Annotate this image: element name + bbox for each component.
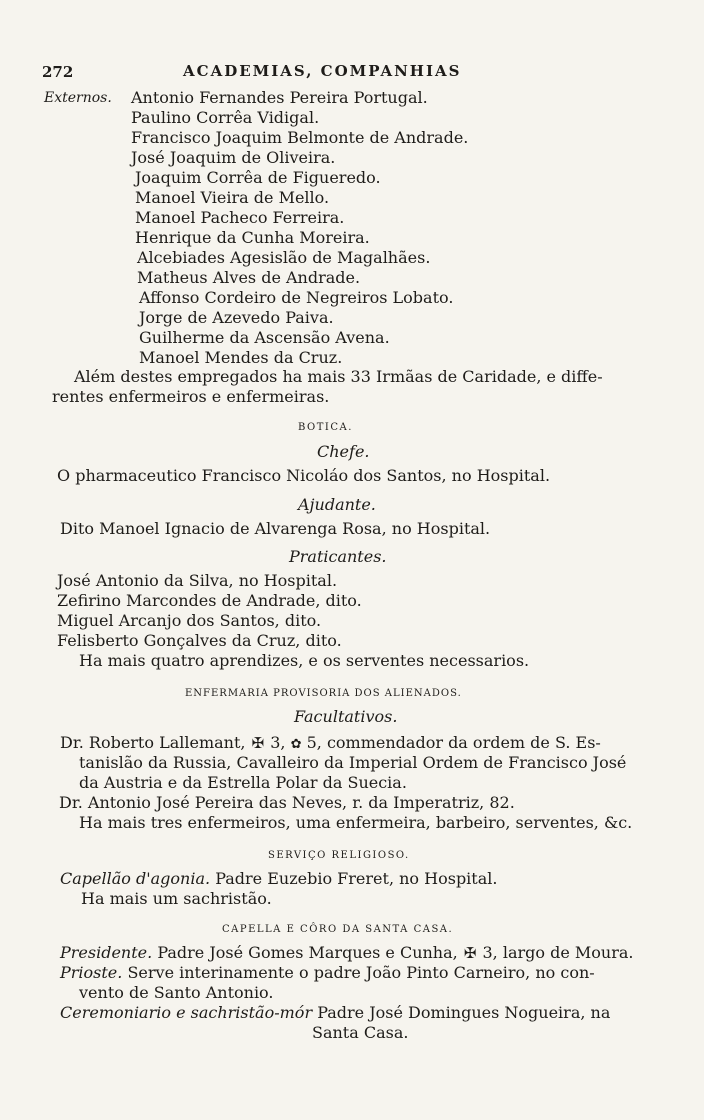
list-item: José Joaquim de Oliveira.: [131, 148, 336, 167]
ajudante-heading: Ajudante.: [298, 495, 376, 514]
externos-label: Externos.: [44, 90, 112, 106]
prioste-entry: [60, 963, 595, 983]
capellao-entry: [60, 869, 497, 889]
list-item: Guilherme da Ascensão Avena.: [139, 328, 390, 347]
list-item: Joaquim Corrêa de Figueredo.: [135, 168, 381, 187]
list-item: Zefirino Marcondes de Andrade, dito.: [57, 591, 362, 610]
capellao-label: Capellão d'agonia.: [60, 869, 211, 888]
cross-decoration-icon: ✠: [251, 734, 265, 752]
externos-note: Além destes empregados ha mais 33 Irmãas de Caridade, e diffe-: [74, 367, 603, 386]
lallemant-cont-2: da Austria e da Estrella Polar da Suecia.: [79, 773, 407, 792]
presidente-label: Presidente.: [60, 943, 153, 962]
praticantes-heading: Praticantes.: [289, 547, 387, 566]
presidente-entry: [60, 943, 634, 963]
list-item: Affonso Cordeiro de Negreiros Lobato.: [139, 288, 454, 307]
prioste-text: Serve interinamente o padre João Pinto Carneiro, no con-: [127, 963, 595, 982]
rose-decoration-icon: ✿: [290, 737, 302, 752]
prioste-cont: vento de Santo Antonio.: [79, 983, 274, 1002]
ceremoniario-cont: Santa Casa.: [312, 1023, 409, 1042]
neves-entry: Dr. Antonio José Pereira das Neves, r. da Imperatriz, 82.: [59, 793, 515, 812]
list-item: Francisco Joaquim Belmonte de Andrade.: [131, 128, 469, 147]
chefe-heading: Chefe.: [317, 442, 370, 461]
list-item: José Antonio da Silva, no Hospital.: [57, 571, 338, 590]
ceremoniario-text: Padre José Domingues Nogueira, na: [317, 1003, 611, 1022]
list-item: Antonio Fernandes Pereira Portugal.: [131, 88, 428, 107]
botica-note: Ha mais quatro aprendizes, e os serventes necessarios.: [79, 651, 530, 670]
list-item: Henrique da Cunha Moreira.: [135, 228, 370, 247]
list-item: Miguel Arcanjo dos Santos, dito.: [57, 611, 322, 630]
lallemant-cont-1: tanislão da Russia, Cavalleiro da Imperial Ordem de Francisco José: [79, 753, 627, 772]
cross-decoration-icon: ✠: [463, 944, 477, 962]
page-number: 272: [42, 63, 74, 81]
ceremoniario-label: Ceremoniario e sachristão-mór: [60, 1003, 313, 1022]
ceremoniario-entry: [60, 1003, 610, 1023]
presidente-address: 3, largo de Moura.: [482, 943, 634, 962]
list-item: Felisberto Gonçalves da Cruz, dito.: [57, 631, 342, 650]
enfermaria-note: Ha mais tres enfermeiros, uma enfermeira, barbeiro, serventes, &c.: [79, 813, 633, 832]
servico-title: SERVIÇO RELIGIOSO.: [268, 850, 410, 861]
enfermaria-title: ENFERMARIA PROVISORIA DOS ALIENADOS.: [185, 688, 462, 699]
list-item: Alcebiades Agesislão de Magalhães.: [137, 248, 431, 267]
externos-note-cont: rentes enfermeiros e enfermeiras.: [52, 387, 330, 406]
lallemant-grade-1: 3,: [270, 733, 286, 752]
prioste-label: Prioste.: [60, 963, 123, 982]
ajudante-entry: Dito Manoel Ignacio de Alvarenga Rosa, no Hospital.: [60, 519, 491, 538]
capellao-text: Padre Euzebio Freret, no Hospital.: [215, 869, 498, 888]
list-item: Paulino Corrêa Vidigal.: [131, 108, 320, 127]
servico-note: Ha mais um sachristão.: [81, 889, 272, 908]
list-item: Jorge de Azevedo Paiva.: [139, 308, 334, 327]
list-item: Manoel Mendes da Cruz.: [139, 348, 343, 367]
list-item: Manoel Pacheco Ferreira.: [135, 208, 345, 227]
list-item: Matheus Alves de Andrade.: [137, 268, 361, 287]
list-item: Manoel Vieira de Mello.: [135, 188, 330, 207]
facultativos-heading: Facultativos.: [294, 707, 398, 726]
lallemant-entry: [60, 733, 601, 755]
capella-title: CAPELLA E CÔRO DA SANTA CASA.: [222, 924, 454, 935]
running-title: ACADEMIAS, COMPANHIAS: [183, 62, 462, 80]
botica-title: BOTICA.: [298, 422, 353, 433]
chefe-entry: O pharmaceutico Francisco Nicoláo dos Santos, no Hospital.: [57, 466, 551, 485]
lallemant-grade-2: 5, commendador da ordem de S. Es-: [306, 733, 601, 752]
lallemant-name: Dr. Roberto Lallemant,: [60, 733, 246, 752]
presidente-text: Padre José Gomes Marques e Cunha,: [157, 943, 458, 962]
